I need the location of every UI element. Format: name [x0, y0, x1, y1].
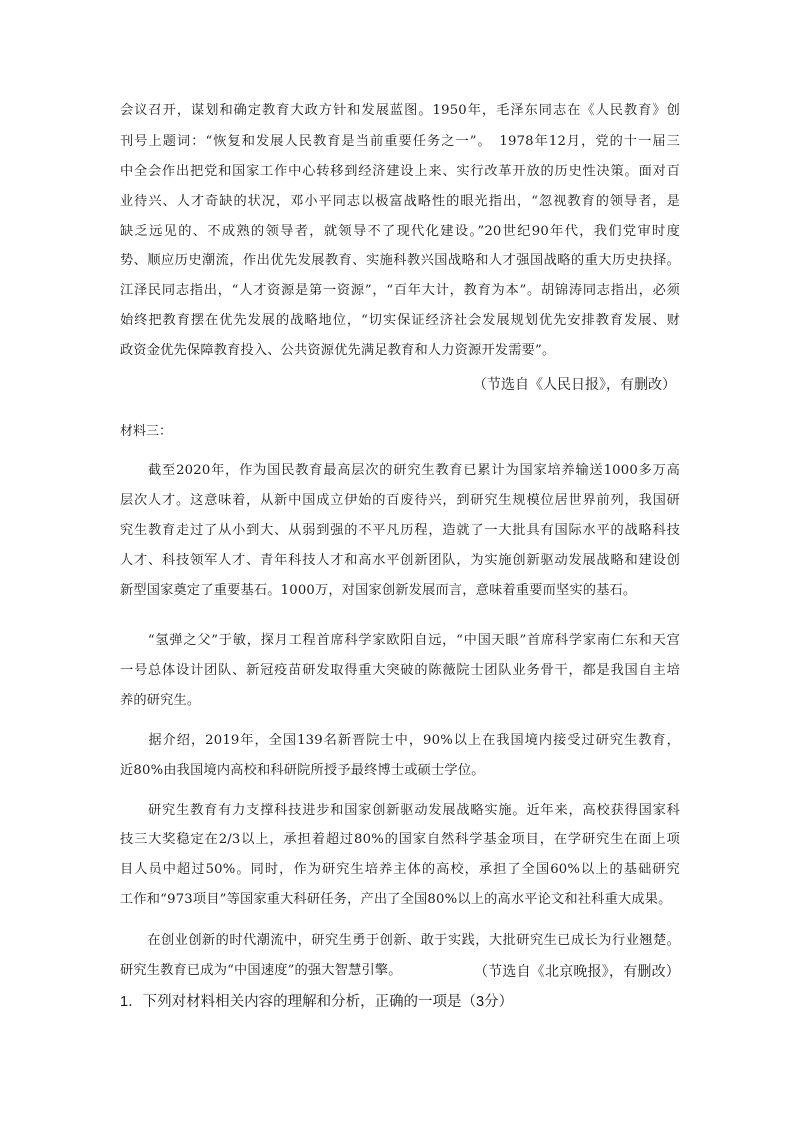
- material-three-line: 研究生教育已成为“中国速度”的强大智慧引擎。 （节选自《北京晚报》，有删改）: [120, 960, 680, 982]
- material-two-line: 业待兴、人才奇缺的状况，邓小平同志以极富战略性的眼光指出，“忽视教育的领导者，是: [120, 194, 680, 209]
- material-three-line: 技三大奖稳定在2/3以上，承担着超过80%的国家自然科学基金项目，在学研究生在面上项: [120, 832, 680, 847]
- material-three-line: 层次人才。这意味着，从新中国成立伊始的百废待兴，到研究生规模位居世界前列，我国研: [120, 493, 680, 508]
- material-three-line: 工作和“973项目”等国家重大科研任务，产出了全国80%以上的高水平论文和社科重大成果。: [120, 892, 672, 907]
- material-three-source: （节选自《北京晚报》，有删改）: [474, 963, 680, 979]
- material-two-line: 中全会作出把党和国家工作中心转移到经济建设上来、实行改革开放的历史性决策。面对百: [120, 164, 680, 179]
- material-two-line: 刊号上题词：“恢复和发展人民教育是当前重要任务之一”。 1978年12月，党的十一届三: [120, 134, 680, 149]
- material-three-line: 据介绍，2019年，全国139名新晋院士中，90%以上在我国境内接受过研究生教育，: [120, 733, 680, 748]
- material-three-heading: 材料三：: [120, 423, 173, 438]
- material-three-line: 在创业创新的时代潮流中，研究生勇于创新、敢于实践，大批研究生已成长为行业翘楚。: [120, 933, 680, 948]
- material-three-line: 人才、科技领军人才、青年科技人才和高水平创新团队，为实施创新驱动发展战略和建设创: [120, 553, 680, 568]
- material-two-line: 势、顺应历史潮流，作出优先发展教育、实施科教兴国战略和人才强国战略的重大历史抉择。: [120, 253, 680, 268]
- material-three-line: “氢弹之父”于敏，探月工程首席科学家欧阳自远，“中国天眼”首席科学家南仁东和天宫: [120, 633, 680, 648]
- material-three-line: 截至2020年，作为国民教育最高层次的研究生教育已累计为国家培养输送1000多万高: [120, 463, 680, 478]
- material-three-line: 一号总体设计团队、新冠疫苗研发取得重大突破的陈薇院士团队业务骨干，都是我国自主培: [120, 663, 680, 678]
- material-three-line: 目人员中超过50%。同时，作为研究生培养主体的高校，承担了全国60%以上的基础研究: [120, 862, 680, 877]
- material-two-source: （节选自《人民日报》，有删改）: [473, 376, 676, 392]
- material-two-line: 江泽民同志指出，“人才资源是第一资源”，“百年大计，教育为本”。胡锦涛同志指出，必须: [120, 283, 680, 298]
- material-three-line: 近80%由我国境内高校和科研院所授予最终博士或硕士学位。: [120, 763, 485, 778]
- material-two-line: 缺乏远见的、不成熟的领导者，就领导不了现代化建设。”20世纪90年代，我们党审时度: [120, 224, 680, 239]
- question-one: 1．下列对材料相关内容的理解和分析，正确的一项是（3分）: [120, 994, 514, 1010]
- material-three-line: 究生教育走过了从小到大、从弱到强的不平凡历程，造就了一大批具有国际水平的战略科技: [120, 523, 680, 538]
- material-two-line: 政资金优先保障教育投入、公共资源优先满足教育和人力资源开发需要”。: [120, 343, 556, 358]
- material-two-line: 始终把教育摆在优先发展的战略地位，“切实保证经济社会发展规划优先安排教育发展、财: [120, 313, 680, 328]
- material-three-line: 新型国家奠定了重要基石。1000万，对国家创新发展而言，意味着重要而坚实的基石。: [120, 583, 637, 598]
- material-three-line: 养的研究生。: [120, 693, 201, 708]
- material-two-line: 会议召开，谋划和确定教育大政方针和发展蓝图。1950年，毛泽东同志在《人民教育》创: [120, 103, 680, 118]
- material-three-line: 研究生教育有力支撑科技进步和国家创新驱动发展战略实施。近年来，高校获得国家科: [120, 803, 680, 818]
